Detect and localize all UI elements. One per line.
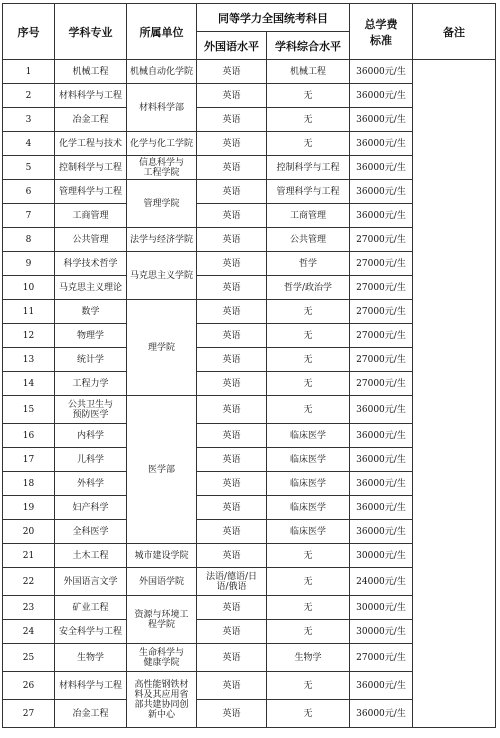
fee-cell: 36000元/生 <box>350 672 413 700</box>
fee-cell: 27000元/生 <box>350 348 413 372</box>
header-unit: 所属单位 <box>127 4 197 60</box>
major-cell: 生物学 <box>55 644 127 672</box>
seq-cell: 17 <box>3 448 55 472</box>
seq-cell: 26 <box>3 672 55 700</box>
foreign-cell: 英语 <box>197 520 267 544</box>
unit-cell <box>127 644 197 672</box>
seq-cell: 22 <box>3 568 55 596</box>
seq-cell: 21 <box>3 544 55 568</box>
comp-cell: 临床医学 <box>267 472 350 496</box>
foreign-cell: 英语 <box>197 60 267 84</box>
foreign-cell: 英语 <box>197 204 267 228</box>
foreign-cell: 英语 <box>197 372 267 396</box>
foreign-text: 法语/德语/日语/俄语 <box>205 571 258 592</box>
comp-cell: 无 <box>267 544 350 568</box>
seq-cell: 2 <box>3 84 55 108</box>
foreign-cell: 英语 <box>197 324 267 348</box>
fee-cell: 36000元/生 <box>350 448 413 472</box>
comp-cell: 无 <box>267 372 350 396</box>
comp-cell: 哲学/政治学 <box>267 276 350 300</box>
unit-cell <box>127 156 197 180</box>
seq-cell: 16 <box>3 424 55 448</box>
unit-text: 信息科学与工程学院 <box>138 157 184 178</box>
major-cell: 外国语言文学 <box>55 568 127 596</box>
comp-cell: 管理科学与工程 <box>267 180 350 204</box>
fee-cell: 27000元/生 <box>350 300 413 324</box>
major-cell: 统计学 <box>55 348 127 372</box>
unit-cell: 外国语学院 <box>127 568 197 596</box>
tuition-table <box>2 3 496 728</box>
foreign-cell: 英语 <box>197 156 267 180</box>
seq-cell: 3 <box>3 108 55 132</box>
comp-cell: 工商管理 <box>267 204 350 228</box>
seq-cell: 6 <box>3 180 55 204</box>
foreign-cell: 英语 <box>197 700 267 728</box>
seq-cell: 5 <box>3 156 55 180</box>
fee-cell: 36000元/生 <box>350 156 413 180</box>
unit-cell: 马克思主义学院 <box>127 252 197 300</box>
major-cell: 内科学 <box>55 424 127 448</box>
fee-cell: 36000元/生 <box>350 132 413 156</box>
seq-cell: 27 <box>3 700 55 728</box>
fee-cell: 36000元/生 <box>350 180 413 204</box>
fee-cell: 27000元/生 <box>350 644 413 672</box>
foreign-cell: 英语 <box>197 108 267 132</box>
comp-cell: 哲学 <box>267 252 350 276</box>
seq-cell: 20 <box>3 520 55 544</box>
fee-cell: 27000元/生 <box>350 252 413 276</box>
major-cell: 外科学 <box>55 472 127 496</box>
major-cell: 物理学 <box>55 324 127 348</box>
unit-cell: 材料科学部 <box>127 84 197 132</box>
comp-cell: 无 <box>267 324 350 348</box>
seq-cell: 18 <box>3 472 55 496</box>
fee-cell: 36000元/生 <box>350 472 413 496</box>
header-exam-group: 同等学力全国统考科目 <box>197 4 350 32</box>
seq-cell: 1 <box>3 60 55 84</box>
fee-cell: 30000元/生 <box>350 596 413 620</box>
major-cell: 冶金工程 <box>55 700 127 728</box>
foreign-cell: 英语 <box>197 496 267 520</box>
unit-cell: 机械自动化学院 <box>127 60 197 84</box>
fee-cell: 36000元/生 <box>350 108 413 132</box>
seq-cell: 23 <box>3 596 55 620</box>
unit-cell: 城市建设学院 <box>127 544 197 568</box>
fee-cell: 36000元/生 <box>350 204 413 228</box>
major-cell: 土木工程 <box>55 544 127 568</box>
header-fee <box>350 4 413 60</box>
header-major: 学科专业 <box>55 4 127 60</box>
unit-cell: 化学与化工学院 <box>127 132 197 156</box>
foreign-cell: 英语 <box>197 620 267 644</box>
comp-cell: 机械工程 <box>267 60 350 84</box>
seq-cell: 14 <box>3 372 55 396</box>
major-cell: 控制科学与工程 <box>55 156 127 180</box>
comp-cell: 无 <box>267 84 350 108</box>
header-note: 备注 <box>413 4 496 60</box>
foreign-cell: 英语 <box>197 544 267 568</box>
comp-cell: 临床医学 <box>267 424 350 448</box>
major-cell: 工程力学 <box>55 372 127 396</box>
unit-text: 资源与环境工程学院 <box>134 609 189 630</box>
major-cell: 妇产科学 <box>55 496 127 520</box>
foreign-cell: 英语 <box>197 644 267 672</box>
seq-cell: 19 <box>3 496 55 520</box>
header-comprehensive: 学科综合水平 <box>267 32 350 60</box>
foreign-cell <box>197 568 267 596</box>
major-cell: 矿业工程 <box>55 596 127 620</box>
foreign-cell: 英语 <box>197 180 267 204</box>
fee-cell: 36000元/生 <box>350 396 413 424</box>
major-cell: 公共管理 <box>55 228 127 252</box>
fee-cell: 27000元/生 <box>350 324 413 348</box>
foreign-cell: 英语 <box>197 596 267 620</box>
comp-cell: 无 <box>267 348 350 372</box>
foreign-cell: 英语 <box>197 84 267 108</box>
comp-cell: 无 <box>267 620 350 644</box>
major-cell: 儿科学 <box>55 448 127 472</box>
unit-text: 生命科学与健康学院 <box>138 647 184 668</box>
comp-cell: 无 <box>267 132 350 156</box>
major-cell: 马克思主义理论 <box>55 276 127 300</box>
comp-cell: 无 <box>267 700 350 728</box>
foreign-cell: 英语 <box>197 396 267 424</box>
major-cell: 管理科学与工程 <box>55 180 127 204</box>
fee-cell: 36000元/生 <box>350 424 413 448</box>
seq-cell: 9 <box>3 252 55 276</box>
major-cell: 材料科学与工程 <box>55 84 127 108</box>
comp-cell: 无 <box>267 568 350 596</box>
fee-cell: 36000元/生 <box>350 84 413 108</box>
foreign-cell: 英语 <box>197 132 267 156</box>
major-cell: 冶金工程 <box>55 108 127 132</box>
fee-cell: 27000元/生 <box>350 372 413 396</box>
fee-cell: 30000元/生 <box>350 620 413 644</box>
comp-cell: 无 <box>267 596 350 620</box>
seq-cell: 25 <box>3 644 55 672</box>
seq-cell: 13 <box>3 348 55 372</box>
major-text: 公共卫生与预防医学 <box>67 399 113 420</box>
comp-cell: 公共管理 <box>267 228 350 252</box>
seq-cell: 24 <box>3 620 55 644</box>
comp-cell: 临床医学 <box>267 520 350 544</box>
foreign-cell: 英语 <box>197 348 267 372</box>
unit-text: 高性能钢铁材料及其应用省部共建协同创新中心 <box>134 679 189 720</box>
unit-cell: 管理学院 <box>127 180 197 228</box>
comp-cell: 临床医学 <box>267 496 350 520</box>
foreign-cell: 英语 <box>197 472 267 496</box>
major-cell: 机械工程 <box>55 60 127 84</box>
comp-cell: 生物学 <box>267 644 350 672</box>
seq-cell: 4 <box>3 132 55 156</box>
comp-cell: 无 <box>267 300 350 324</box>
foreign-cell: 英语 <box>197 228 267 252</box>
foreign-cell: 英语 <box>197 448 267 472</box>
header-seq: 序号 <box>3 4 55 60</box>
major-cell: 科学技术哲学 <box>55 252 127 276</box>
note-cell <box>413 60 496 728</box>
header-fee-text: 总学费标准 <box>364 17 398 47</box>
major-cell: 化学工程与技术 <box>55 132 127 156</box>
comp-cell: 临床医学 <box>267 448 350 472</box>
fee-cell: 27000元/生 <box>350 228 413 252</box>
seq-cell: 15 <box>3 396 55 424</box>
seq-cell: 8 <box>3 228 55 252</box>
comp-cell: 无 <box>267 396 350 424</box>
seq-cell: 7 <box>3 204 55 228</box>
tuition-table-sheet <box>2 3 495 733</box>
fee-cell: 24000元/生 <box>350 568 413 596</box>
foreign-cell: 英语 <box>197 424 267 448</box>
fee-cell: 30000元/生 <box>350 544 413 568</box>
table-row <box>3 60 496 84</box>
unit-cell: 理学院 <box>127 300 197 396</box>
seq-cell: 11 <box>3 300 55 324</box>
header-foreign: 外国语水平 <box>197 32 267 60</box>
fee-cell: 36000元/生 <box>350 60 413 84</box>
major-cell: 工商管理 <box>55 204 127 228</box>
unit-cell <box>127 596 197 644</box>
major-cell: 材料科学与工程 <box>55 672 127 700</box>
fee-cell: 36000元/生 <box>350 496 413 520</box>
major-cell: 数学 <box>55 300 127 324</box>
major-cell: 安全科学与工程 <box>55 620 127 644</box>
major-cell: 全科医学 <box>55 520 127 544</box>
fee-cell: 36000元/生 <box>350 520 413 544</box>
foreign-cell: 英语 <box>197 276 267 300</box>
comp-cell: 无 <box>267 672 350 700</box>
seq-cell: 10 <box>3 276 55 300</box>
fee-cell: 36000元/生 <box>350 700 413 728</box>
major-cell <box>55 396 127 424</box>
foreign-cell: 英语 <box>197 672 267 700</box>
unit-cell: 法学与经济学院 <box>127 228 197 252</box>
unit-cell: 医学部 <box>127 396 197 544</box>
foreign-cell: 英语 <box>197 252 267 276</box>
comp-cell: 无 <box>267 108 350 132</box>
foreign-cell: 英语 <box>197 300 267 324</box>
comp-cell: 控制科学与工程 <box>267 156 350 180</box>
unit-cell <box>127 672 197 728</box>
seq-cell: 12 <box>3 324 55 348</box>
fee-cell: 27000元/生 <box>350 276 413 300</box>
